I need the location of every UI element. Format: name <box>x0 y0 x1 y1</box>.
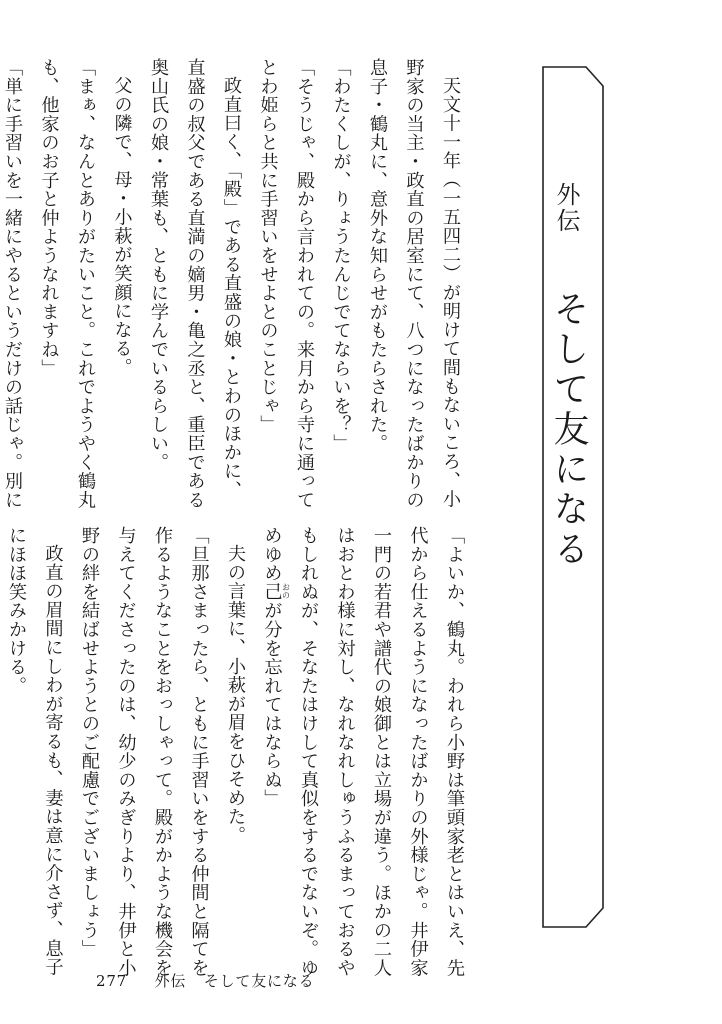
text-line: 父の隣で、母・小萩が笑顔になる。 <box>111 76 133 377</box>
text-line-with-ruby: めゆめ己 おの が分を忘れてはならぬ」 <box>261 526 291 809</box>
text-line: 一門の若君や譜代の娘御とは立場が違う。ほかの二人 <box>371 526 392 978</box>
text-line: 政直曰く、「殿」である直盛の娘・とわのほかに、 <box>221 76 242 500</box>
text-line: 「単に手習いを一緒にやるというだけの話じゃ。別に <box>2 58 23 510</box>
chapter-title-box <box>542 66 604 928</box>
text-line: 「そうじゃ、殿から言われての。来月から寺に通って <box>294 58 315 510</box>
text-line: 夫の言葉に、小萩が眉をひそめた。 <box>225 544 246 845</box>
text-line: 「旦那さまったら、ともに手習いをする仲間と隔てを <box>188 526 210 978</box>
text-line: にほほ笑みかける。 <box>6 526 27 696</box>
text-line: 「まぁ、なんとありがたいこと。これでようやく鶴丸 <box>75 58 96 510</box>
running-head-label: 外伝 <box>154 972 187 990</box>
text-line: 野家の当主・政直の居室にて、八つになったばかりの <box>403 58 425 510</box>
ruby-base <box>261 582 291 602</box>
ruby-reading: おの <box>281 583 291 600</box>
text-line: とわ姫らと共に手習いをせよとのことじゃ」 <box>257 58 279 434</box>
text-line: 野の絆を結ばせようとのご配慮でございましょう」 <box>79 526 100 959</box>
chapter-title: そして友になる <box>548 290 589 570</box>
chapter-label: 外伝 <box>552 182 580 234</box>
page-footer <box>96 970 314 991</box>
text-line: も、他家のお子と仲ようなれますね」 <box>38 58 60 378</box>
text-line: 息子・鶴丸に、意外な知らせがもたらされた。 <box>367 58 388 453</box>
text-line: 政直の眉間にしわが寄るも、妻は意に介さず、息子 <box>42 544 64 977</box>
page-number: 277 <box>96 972 128 990</box>
body-text-lower <box>6 526 472 978</box>
text-line: 作るようなことをおっしゃって。殿がかような機会を <box>152 526 173 978</box>
body-text-upper <box>2 58 468 510</box>
text-line: はおとわ様に対し、なれなれしゅうふるまっておるや <box>334 526 356 978</box>
ruby-base-char: 己 <box>261 582 283 602</box>
running-head-title: そして友になる <box>203 972 315 990</box>
text-line: 代から仕えるようになったばかりの外様じゃ。井伊家 <box>407 526 429 978</box>
text-line: 「わたくしが、りょうたんじでてならいを？」 <box>330 58 352 453</box>
text-line: 直盛の叔父である直満の嫡男・亀之丞と、重臣である <box>184 58 206 510</box>
text-line: 奥山氏の娘・常葉も、ともに学んでいるらしい。 <box>148 58 169 472</box>
text-line: もしれぬが、そなたはけして真似をするでないぞ。ゆ <box>298 526 319 978</box>
text-line: 天文十一年（一五四二）が明けて間もないころ、小 <box>440 76 461 509</box>
text-line: 与えてくださったのは、幼少のみぎりより、井伊と小 <box>115 526 137 978</box>
text-line: 「よいか、鶴丸。われら小野は筆頭家老とはいえ、先 <box>444 526 465 978</box>
